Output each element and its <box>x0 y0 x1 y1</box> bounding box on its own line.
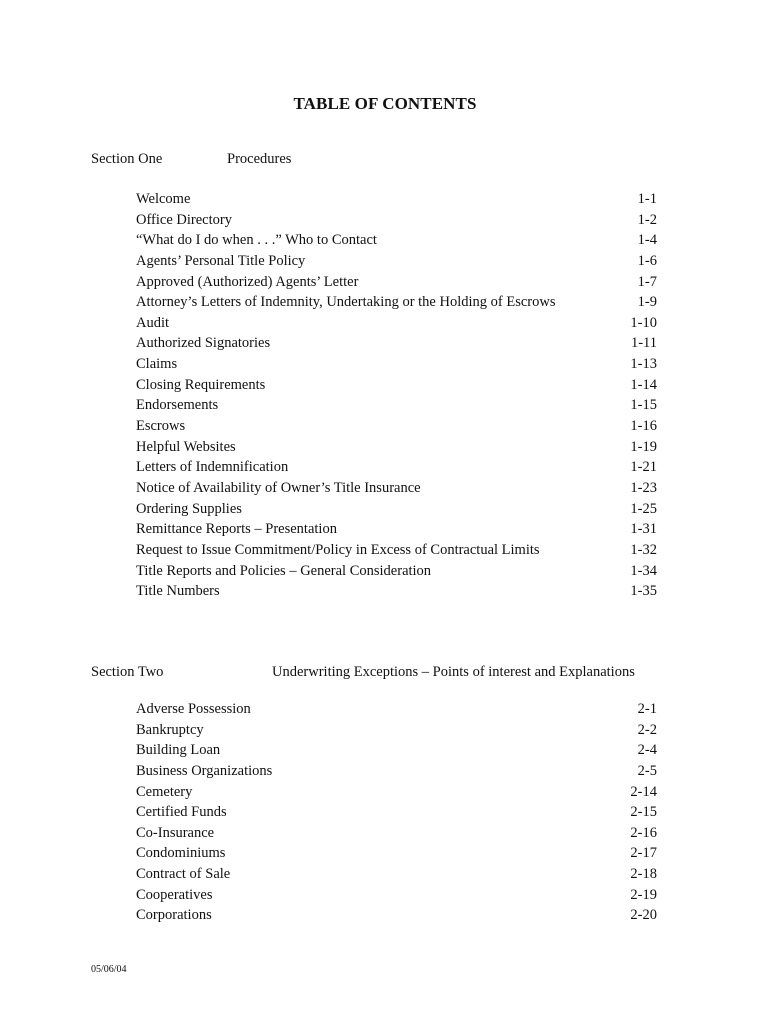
toc-entry <box>136 210 657 231</box>
toc-entry-page: 1-21 <box>630 459 657 476</box>
toc-entry-page: 1-32 <box>630 541 657 558</box>
toc-entry-page: 2-1 <box>637 701 657 717</box>
toc-entry <box>136 333 657 354</box>
toc-entry <box>136 395 657 416</box>
toc-entry-title: Escrows <box>136 418 186 435</box>
toc-entry-page: 1-25 <box>630 500 657 517</box>
toc-entry-title: Cooperatives <box>136 886 213 903</box>
toc-entry-title: Cemetery <box>136 783 193 800</box>
toc-entry-title: Welcome <box>136 191 191 207</box>
toc-entry-title: Authorized Signatories <box>136 335 271 352</box>
toc-entry-page: 1-14 <box>630 376 657 393</box>
toc-entry <box>136 905 657 926</box>
toc-entry-page: 1-10 <box>630 314 657 331</box>
toc-entry <box>136 457 657 478</box>
toc-entry-page: 2-15 <box>630 804 657 821</box>
toc-entry-page: 1-19 <box>630 438 657 455</box>
section-label: Section One <box>91 151 163 167</box>
toc-entry-page: 1-6 <box>637 252 657 269</box>
toc-entry-page: 2-14 <box>630 783 657 800</box>
toc-entry <box>136 561 657 582</box>
toc-entry-title: Request to Issue Commitment/Policy in Excess of Contractual Limits <box>136 541 540 558</box>
toc-entry <box>136 292 657 313</box>
section-label: Section Two <box>91 664 164 680</box>
toc-entry-page: 1-7 <box>637 273 657 290</box>
toc-entry-page: 1-31 <box>630 521 657 538</box>
section-one-entry-list <box>136 189 657 602</box>
toc-entry <box>136 189 657 210</box>
toc-entry <box>136 720 657 741</box>
toc-entry-page: 2-19 <box>630 886 657 903</box>
toc-entry <box>136 230 657 251</box>
toc-entry-title: Building Loan <box>136 742 221 759</box>
toc-entry-page: 1-11 <box>630 335 657 352</box>
toc-entry <box>136 699 657 720</box>
toc-entry-title: Contract of Sale <box>136 866 231 883</box>
toc-entry <box>136 437 657 458</box>
toc-entry-page: 1-4 <box>637 232 657 249</box>
footer-date: 05/06/04 <box>91 964 127 975</box>
toc-entry <box>136 375 657 396</box>
toc-entry-page: 1-34 <box>630 562 657 579</box>
toc-entry-title: Helpful Websites <box>136 438 236 455</box>
toc-entry <box>136 761 657 782</box>
toc-entry-title: Attorney’s Letters of Indemnity, Undertaking or the Holding of Escrows <box>136 294 556 311</box>
toc-entry-page: 2-2 <box>637 721 657 738</box>
toc-entry <box>136 416 657 437</box>
toc-entry-title: Audit <box>136 314 170 331</box>
toc-entry-title: Ordering Supplies <box>136 500 242 517</box>
toc-entry-page: 2-16 <box>630 824 657 841</box>
toc-entry <box>136 478 657 499</box>
toc-entry <box>136 581 657 602</box>
toc-entry-page: 1-2 <box>637 211 657 228</box>
toc-entry-page: 1-23 <box>630 479 657 496</box>
toc-entry-page: 2-18 <box>630 866 657 883</box>
toc-entry <box>136 843 657 864</box>
toc-entry-title: Title Reports and Policies – General Consideration <box>136 562 432 579</box>
toc-entry-title: Certified Funds <box>136 804 227 821</box>
section-name: Procedures <box>227 151 292 167</box>
toc-entry-page: 2-20 <box>630 907 657 924</box>
toc-entry <box>136 802 657 823</box>
toc-entry-title: Notice of Availability of Owner’s Title Insurance <box>136 479 421 496</box>
toc-entry <box>136 313 657 334</box>
toc-entry <box>136 519 657 540</box>
section-name: Underwriting Exceptions – Points of interest and Explanations <box>272 664 635 680</box>
toc-entry-title: Approved (Authorized) Agents’ Letter <box>136 273 359 290</box>
toc-entry-title: Condominiums <box>136 845 226 862</box>
toc-entry <box>136 864 657 885</box>
toc-entry-page: 1-9 <box>637 294 657 311</box>
toc-entry <box>136 354 657 375</box>
toc-entry <box>136 499 657 520</box>
section-two-entry-list <box>136 699 657 926</box>
toc-entry <box>136 540 657 561</box>
toc-entry-title: Title Numbers <box>136 583 220 600</box>
toc-entry-title: Agents’ Personal Title Policy <box>136 252 306 269</box>
toc-entry <box>136 885 657 906</box>
toc-entry-title: Corporations <box>136 907 212 924</box>
toc-entry-title: Business Organizations <box>136 762 273 779</box>
toc-entry <box>136 740 657 761</box>
toc-entry-title: Remittance Reports – Presentation <box>136 521 337 538</box>
toc-entry <box>136 251 657 272</box>
toc-entry-page: 1-1 <box>637 191 657 207</box>
toc-entry-page: 1-16 <box>630 418 657 435</box>
toc-entry-page: 2-4 <box>637 742 657 759</box>
toc-entry-title: Bankruptcy <box>136 721 204 738</box>
toc-entry-title: “What do I do when . . .” Who to Contact <box>136 232 377 249</box>
toc-entry-page: 2-17 <box>630 845 657 862</box>
toc-entry <box>136 823 657 844</box>
toc-entry-title: Claims <box>136 356 178 373</box>
toc-entry-page: 1-13 <box>630 356 657 373</box>
toc-entry-page: 1-35 <box>630 583 657 600</box>
toc-entry <box>136 272 657 293</box>
toc-entry <box>136 782 657 803</box>
toc-entry-page: 2-5 <box>637 762 657 779</box>
toc-entry-title: Endorsements <box>136 397 219 414</box>
toc-entry-page: 1-15 <box>630 397 657 414</box>
toc-entry-title: Office Directory <box>136 211 232 228</box>
toc-entry-title: Letters of Indemnification <box>136 459 289 476</box>
toc-entry-title: Closing Requirements <box>136 376 266 393</box>
toc-entry-title: Adverse Possession <box>136 701 251 717</box>
toc-entry-title: Co-Insurance <box>136 824 215 841</box>
page-title: TABLE OF CONTENTS <box>293 94 477 113</box>
